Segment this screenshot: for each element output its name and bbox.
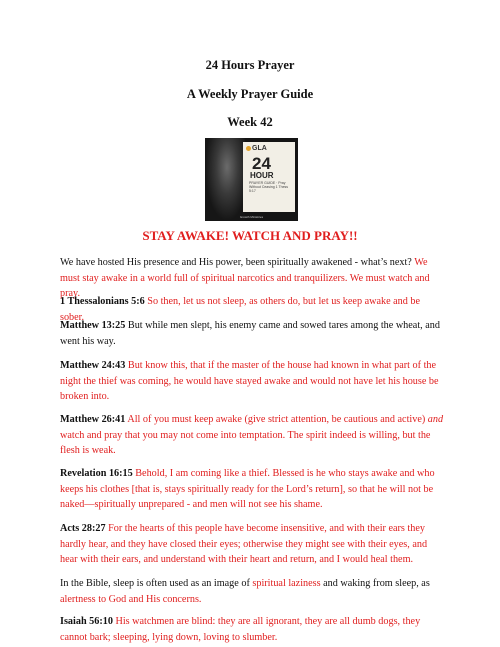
verse-reference: Matthew 13:25 [60, 320, 126, 331]
verse-text: All of you must keep awake (give strict attention, be cautious and active) [127, 414, 426, 425]
intro-emphasis: We must stay awake in a world full of spiritual narcotics and tranquilizers. We must watch and pray. [60, 257, 430, 299]
verse-text: But know this, that if the master of the house had known in what part of the night the thief was coming, he would have stayed awake and would not have let his house be broken into. [60, 360, 439, 402]
verse-reference: Isaiah 56:10 [60, 616, 113, 627]
verse-matthew-24 [60, 358, 445, 405]
verse-revelation-16 [60, 466, 445, 513]
commentary-text: In the Bible, sleep is often used as an image of [60, 578, 250, 589]
cover-big-number: 24 [252, 154, 271, 173]
document-title: 24 Hours Prayer [205, 58, 295, 72]
verse-reference: Matthew 24:43 [60, 360, 126, 371]
main-heading: STAY AWAKE! WATCH AND PRAY!! [142, 228, 358, 243]
verse-matthew-13 [60, 318, 445, 349]
verse-reference: Revelation 16:15 [60, 468, 133, 479]
verse-reference: Acts 28:27 [60, 523, 106, 534]
verse-acts-28 [60, 521, 445, 568]
intro-text: We have hosted His presence and His power, been spiritually awakened - what’s next? [60, 257, 412, 268]
verse-text: For the hearts of this people have become insensitive, and with their ears they hardly hear, and they have closed their eyes; otherwise they might see with their eyes, and hear with their ears, and understand with their heart and return, and I would heal them. [60, 523, 428, 565]
verse-text: Behold, I am coming like a thief. Blessed is he who stays awake and who keeps his clothes [that is, stays spiritually ready for the Lord’s return], so that he will not be naked—spiritually unprepared - and men will not see his shame. [60, 468, 435, 510]
sleep-commentary [60, 576, 445, 607]
verse-text-continued: watch and pray that you may not come into temptation. The spirit indeed is willing, but the flesh is weak. [60, 429, 431, 456]
cover-image [205, 138, 298, 221]
verse-matthew-26 [60, 412, 445, 459]
cover-hour-text: HOUR [250, 171, 274, 180]
verse-isaiah-56 [60, 614, 445, 645]
commentary-text-continued: and waking from sleep, as [323, 578, 430, 589]
verse-reference: 1 Thessalonians 5:6 [60, 296, 145, 307]
gla-logo: GLA [246, 145, 267, 152]
verse-italic-word: and [427, 414, 444, 425]
commentary-emphasis: spiritual laziness [252, 578, 321, 589]
commentary-emphasis-2: alertness to God and His concerns. [60, 593, 202, 605]
week-label: Week 42 [227, 115, 273, 129]
verse-text: His watchmen are blind: they are all ignorant, they are all dumb dogs, they cannot bark; sleeping, lying down, loving to slumber. [60, 616, 421, 643]
verse-text: So then, let us not sleep, as others do, but let us keep awake and be sober. [60, 296, 421, 323]
verse-reference: Matthew 26:41 [60, 414, 126, 425]
verse-text: But while men slept, his enemy came and sowed tares among the wheat, and went his way. [60, 320, 440, 347]
document-subtitle: A Weekly Prayer Guide [186, 87, 314, 101]
cover-footer: Growth Ministries [239, 215, 264, 219]
hand-silhouette [205, 138, 245, 221]
cover-subtext: PRAYER GUIDE · Pray Without Ceasing 1 Thess 5:17 [249, 181, 289, 193]
